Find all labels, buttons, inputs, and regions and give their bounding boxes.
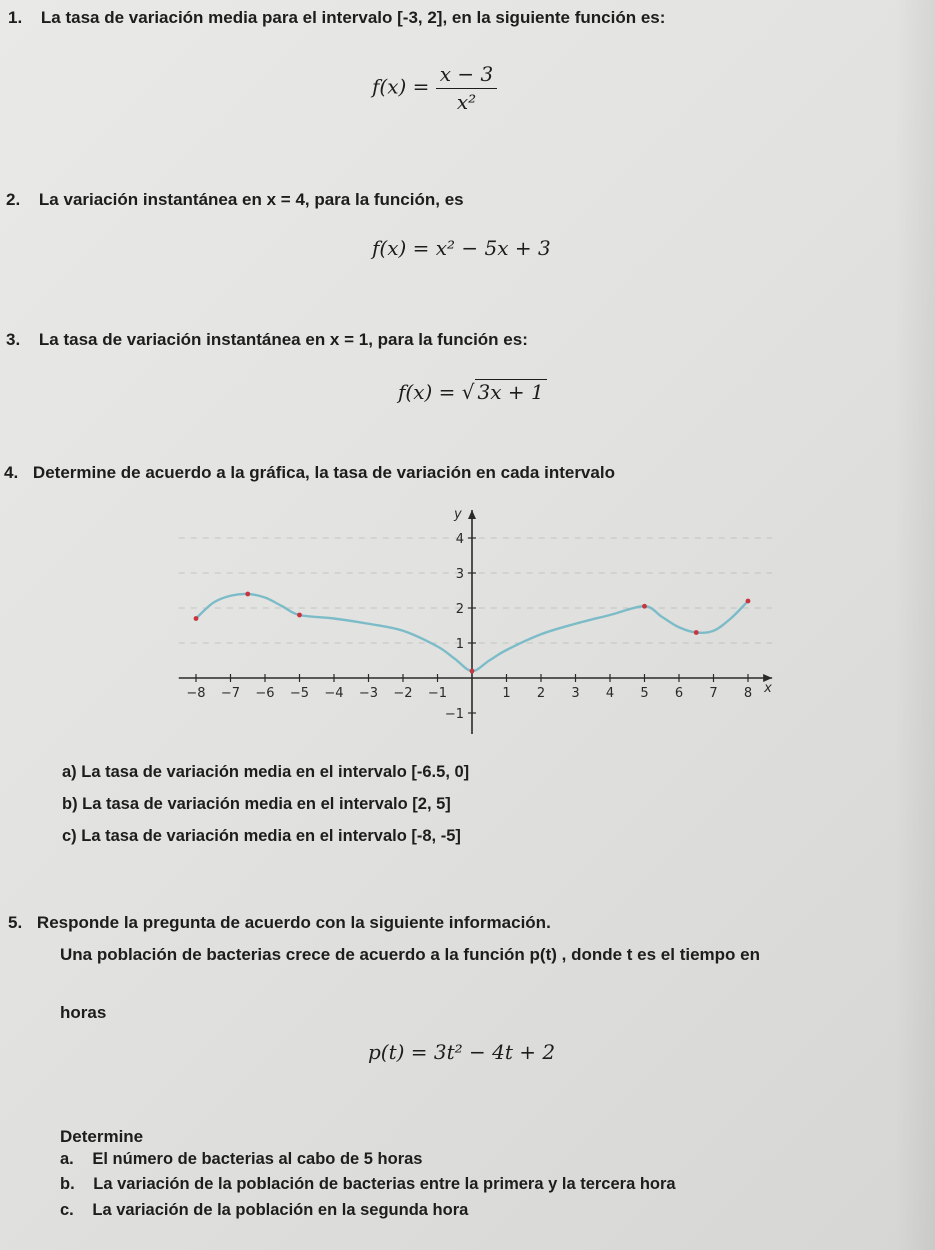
curve-point <box>694 630 699 635</box>
question-2-text: La variación instantánea en x = 4, para la función, es <box>38 190 464 209</box>
y-axis-label: y <box>454 507 462 522</box>
y-tick-label: 4 <box>455 532 464 547</box>
formula-2: f(x) = x² − 5x + 3 <box>372 236 551 260</box>
x-tick-label: 7 <box>709 686 718 701</box>
curve-point <box>746 599 751 604</box>
question-5 <box>8 913 551 933</box>
formula-1-lhs: f(x) = <box>372 74 430 99</box>
question-5-number: 5. <box>8 913 23 932</box>
x-tick-label: −7 <box>220 686 241 701</box>
question-5-b <box>60 1175 676 1194</box>
curve-point <box>245 592 250 597</box>
y-tick-label: 3 <box>455 567 464 582</box>
question-4-number: 4. <box>4 463 19 482</box>
x-tick-label: 8 <box>743 686 753 701</box>
question-1-text: La tasa de variación media para el intervalo [-3, 2], en la siguiente función es: <box>40 8 666 27</box>
y-tick-label: 1 <box>455 637 464 652</box>
y-tick-label: −1 <box>444 707 464 722</box>
x-tick-label: −8 <box>186 686 206 701</box>
x-tick-label: 1 <box>502 686 511 701</box>
question-5-a-text: El número de bacterias al cabo de 5 horas <box>92 1150 423 1168</box>
formula-1-denominator: x² <box>456 90 477 114</box>
x-tick-label: 3 <box>571 686 580 701</box>
formula-1-numerator: x − 3 <box>436 62 497 89</box>
y-tick-label: 2 <box>455 602 464 617</box>
x-tick-label: 5 <box>640 686 649 701</box>
question-4-c: c) La tasa de variación media en el intervalo [-8, -5] <box>62 827 461 845</box>
formula-3-lhs: f(x) = √ <box>398 380 475 404</box>
x-tick-label: −2 <box>393 686 413 701</box>
question-4-text: Determine de acuerdo a la gráfica, la tasa de variación en cada intervalo <box>32 463 615 482</box>
x-tick-label: −6 <box>255 686 275 701</box>
x-tick-label: 2 <box>536 686 546 701</box>
question-3-text: La tasa de variación instantánea en x = 1, para la función es: <box>38 330 528 349</box>
formula-3-radicand: 3x + 1 <box>475 379 547 404</box>
curve-point <box>470 669 475 674</box>
x-axis-label: x <box>764 681 772 696</box>
question-5-a-label: a. <box>60 1150 74 1168</box>
question-5-line-2: horas <box>60 1003 107 1022</box>
question-1-number: 1. <box>8 8 23 27</box>
question-2-number: 2. <box>6 190 21 209</box>
question-5-a <box>60 1150 422 1169</box>
x-tick-label: −1 <box>427 686 448 701</box>
curve-point <box>642 604 647 609</box>
chart-grid <box>179 538 772 643</box>
curve-point <box>297 613 302 618</box>
determine-label: Determine <box>60 1127 144 1146</box>
question-5-text: Responde la pregunta de acuerdo con la siguiente información. <box>36 913 551 932</box>
question-5-line-1: Una población de bacterias crece de acuerdo a la función p(t) , donde t es el tiempo en <box>60 945 760 964</box>
x-tick-label: −3 <box>358 686 379 701</box>
question-5-c <box>60 1201 468 1220</box>
question-4-a: a) La tasa de variación media en el intervalo [-6.5, 0] <box>62 763 470 781</box>
x-tick-label: −4 <box>324 686 344 701</box>
question-5-b-label: b. <box>60 1175 75 1193</box>
question-5-b-text: La variación de la población de bacterias entre la primera y la tercera hora <box>93 1175 676 1193</box>
y-axis-arrow <box>468 510 476 519</box>
x-tick-label: 6 <box>674 686 684 701</box>
formula-5: p(t) = 3t² − 4t + 2 <box>368 1040 556 1064</box>
x-tick-label: −5 <box>289 686 310 701</box>
question-5-c-label: c. <box>60 1201 74 1219</box>
curve-point <box>194 616 199 621</box>
x-tick-label: 4 <box>605 686 615 701</box>
chart-ticks <box>186 532 752 722</box>
question-4-b: b) La tasa de variación media en el intervalo [2, 5] <box>62 795 451 813</box>
question-3-number: 3. <box>6 330 21 349</box>
question-5-c-text: La variación de la población en la segunda hora <box>92 1201 469 1219</box>
